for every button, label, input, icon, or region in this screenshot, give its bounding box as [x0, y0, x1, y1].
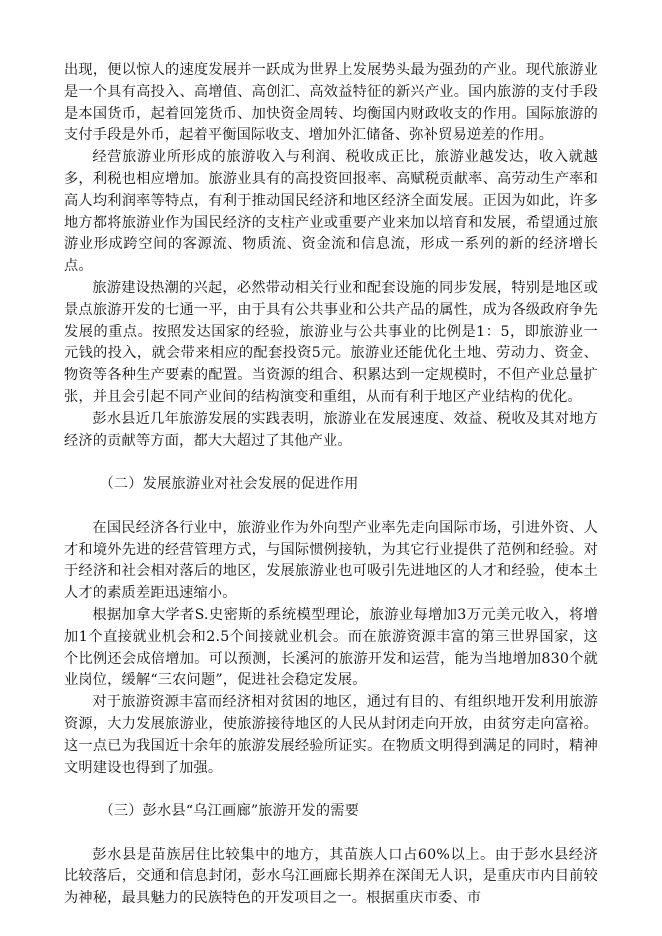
- paragraph-employment-model: 根据加拿大学者S.史密斯的系统模型理论，旅游业每增加3万元美元收入，将增加1个直接就业机会和2.5个间接就业机会。而在旅游资源丰富的第三世界国家，这个比例还会成倍增加。可以预测，长溪河的旅游开发和运营，能为当地增加830个就业岗位，缓解“三农问题”，促进社会稳定发展。: [64, 606, 598, 689]
- paragraph-poverty-alleviation: 对于旅游资源丰富而经济相对贫困的地区，通过有目的、有组织地开发利用旅游资源，大力发展旅游业，使旅游接待地区的人民从封闭走向开放，由贫穷走向富裕。这一点已为我国近十余年的旅游发展经验所证实。在物质文明得到满足的同时，精神文明建设也得到了加强。: [64, 694, 598, 776]
- paragraph-foreign-oriented-industry: 在国民经济各行业中，旅游业作为外向型产业率先走向国际市场，引进外资、人才和境外先进的经营管理方式，与国际惯例接轨，为其它行业提供了范例和经验。对于经济和社会相对落后的地区，发展旅游业也可吸引先进地区的人才和经验，使本土人才的素质差距迅速缩小。: [64, 519, 598, 602]
- section-heading-wujiang-gallery: （三）彭水县“乌江画廊”旅游开发的需要: [99, 803, 359, 820]
- section-gap: [64, 452, 598, 474]
- paragraph-pengshui-miao: 彭水县是苗族居住比较集中的地方，其苗族人口占60%以上。由于彭水县经济比较落后，交通和信息封闭，彭水乌江画廊长期养在深闺无人识，是重庆市内目前较为神秘，最具魅力的民族特色的开发项目之一。根据重庆市委、市: [64, 846, 598, 907]
- section-gap: [64, 823, 598, 845]
- section-gap: [64, 496, 598, 518]
- section-gap: [64, 779, 598, 801]
- section-heading-social-development: （二）发展旅游业对社会发展的促进作用: [99, 476, 359, 493]
- paragraph-pengshui-practice: 彭水县近几年旅游发展的实践表明，旅游业在发展速度、效益、税收及其对地方经济的贡献等方面，都大大超过了其他产业。: [64, 410, 598, 449]
- paragraph-tourism-revenue: 经营旅游业所形成的旅游收入与利润、税收成正比，旅游业越发达，收入就越多，利税也相应增加。旅游业具有的高投资回报率、高赋税贡献率、高劳动生产率和高人均利润率等特点，有利于推动国民经济和地区经济全面发展。正因为如此，许多地方都将旅游业作为国民经济的支柱产业或重要产业来加以培育和发展，希望通过旅游业形成跨空间的客源流、物质流、资金流和信息流，形成一系列的新的经济增长点。: [64, 149, 598, 275]
- paragraph-tourism-construction: 旅游建设热潮的兴起，必然带动相关行业和配套设施的同步发展，特别是地区或景点旅游开发的七通一平，由于具有公共事业和公共产品的属性，成为各级政府争先发展的重点。按照发达国家的经验，旅游业与公共事业的比例是1：5，即旅游业一元钱的投入，就会带来相应的配套投资5元。旅游业还能优化土地、劳动力、资金、物资等各种生产要素的配置。当资源的组合、积累达到一定规模时，不但产业总量扩张，并且会引起不同产业间的结构演变和重组，从而有利于地区产业结构的优化。: [64, 279, 598, 405]
- document-page: [64, 60, 598, 910]
- paragraph-tourism-intro: 出现，便以惊人的速度发展并一跃成为世界上发展势头最为强劲的产业。现代旅游业是一个具有高投入、高增值、高创汇、高效益特征的新兴产业。国内旅游的支付手段是本国货币，起着回笼货币、加快资金周转、均衡国内财政收支的作用。国际旅游的支付手段是外币，起着平衡国际收支、增加外汇储备、弥补贸易逆差的作用。: [64, 62, 598, 144]
